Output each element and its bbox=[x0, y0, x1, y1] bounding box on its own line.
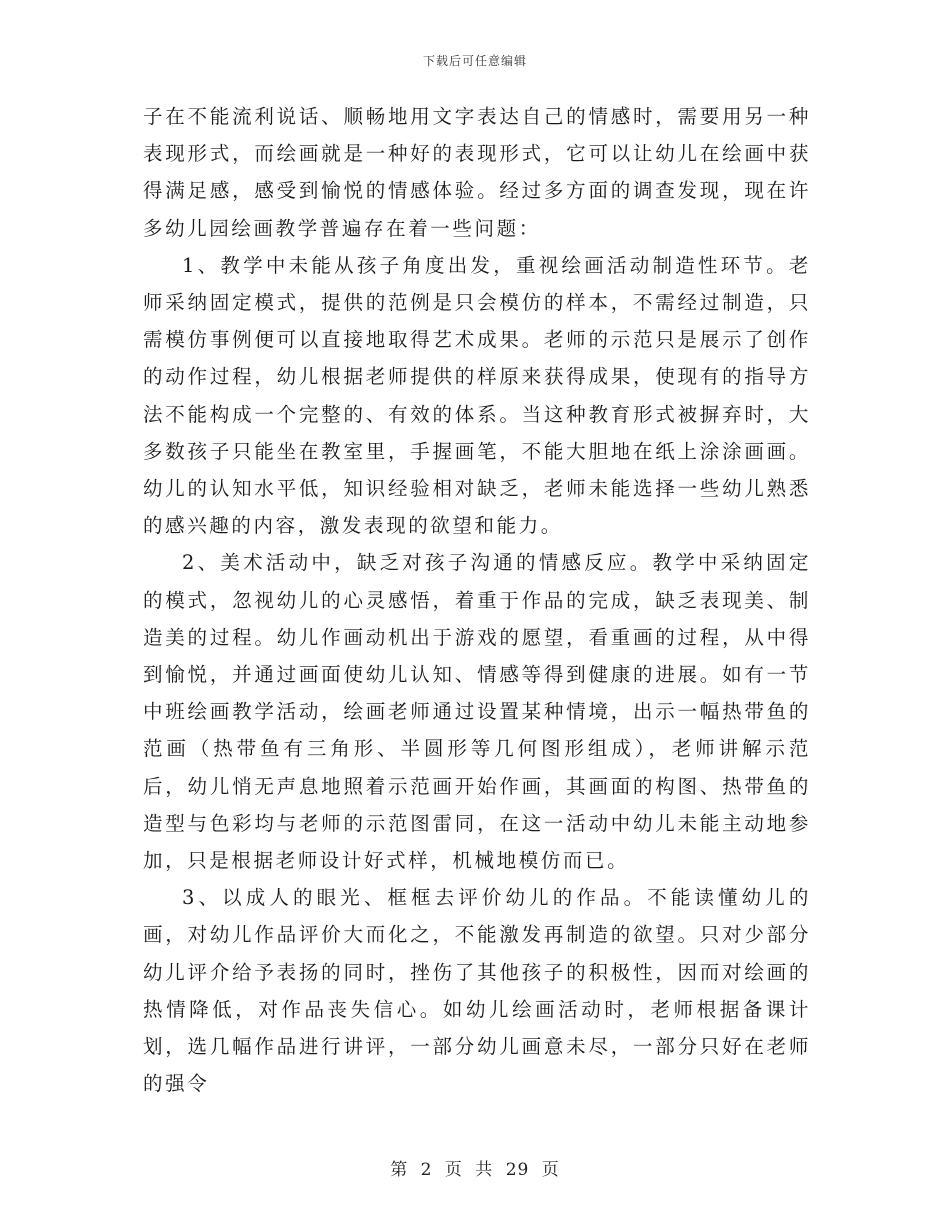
paragraph-point-1: 1、教学中未能从孩子角度出发，重视绘画活动制造性环节。老师采纳固定模式，提供的范例是只会模仿的样本，不需经过制造，只需模仿事例便可以直接地取得艺术成果。老师的示范只是展示了创作的动作过程，幼儿根据老师提供的样原来获得成果，使现有的指导方法不能构成一个完整的、有效的体系。当这种教育形式被摒弃时，大多数孩子只能坐在教室里，手握画笔，不能大胆地在纸上涂涂画画。幼儿的认知水平低，知识经验相对缺乏，老师未能选择一些幼儿熟悉的感兴趣的内容，激发表现的欲望和能力。 bbox=[143, 253, 811, 538]
document-body bbox=[143, 98, 811, 1102]
page-number-footer: 第 2 页 共 29 页 bbox=[390, 1160, 560, 1180]
paragraph-point-3: 3、以成人的眼光、框框去评价幼儿的作品。不能读懂幼儿的画，对幼儿作品评价大而化之，不能激发再制造的欲望。只对少部分幼儿评介给予表扬的同时，挫伤了其他孩子的积极性，因而对绘画的热情降低，对作品丧失信心。如幼儿绘画活动时，老师根据备课计划，选几幅作品进行讲评，一部分幼儿画意未尽，一部分只好在老师的强令 bbox=[143, 886, 811, 1096]
paragraph-continuation: 子在不能流利说话、顺畅地用文字表达自己的情感时，需要用另一种表现形式，而绘画就是一种好的表现形式，它可以让幼儿在绘画中获得满足感，感受到愉悦的情感体验。经过多方面的调查发现，现在许多幼儿园绘画教学普遍存在着一些问题： bbox=[143, 105, 811, 240]
page-header: 下载后可任意编辑 bbox=[422, 54, 527, 68]
paragraph-point-2: 2、美术活动中，缺乏对孩子沟通的情感反应。教学中采纳固定的模式，忽视幼儿的心灵感悟，着重于作品的完成，缺乏表现美、制造美的过程。幼儿作画动机出于游戏的愿望，看重画的过程，从中得到愉悦，并通过画面使幼儿认知、情感等得到健康的进展。如有一节中班绘画教学活动，绘画老师通过设置某种情境，出示一幅热带鱼的范画（热带鱼有三角形、半圆形等几何图形组成），老师讲解示范后，幼儿悄无声息地照着示范画开始作画，其画面的构图、热带鱼的造型与色彩均与老师的示范图雷同，在这一活动中幼儿未能主动地参加，只是根据老师设计好式样，机械地模仿而已。 bbox=[143, 551, 811, 873]
